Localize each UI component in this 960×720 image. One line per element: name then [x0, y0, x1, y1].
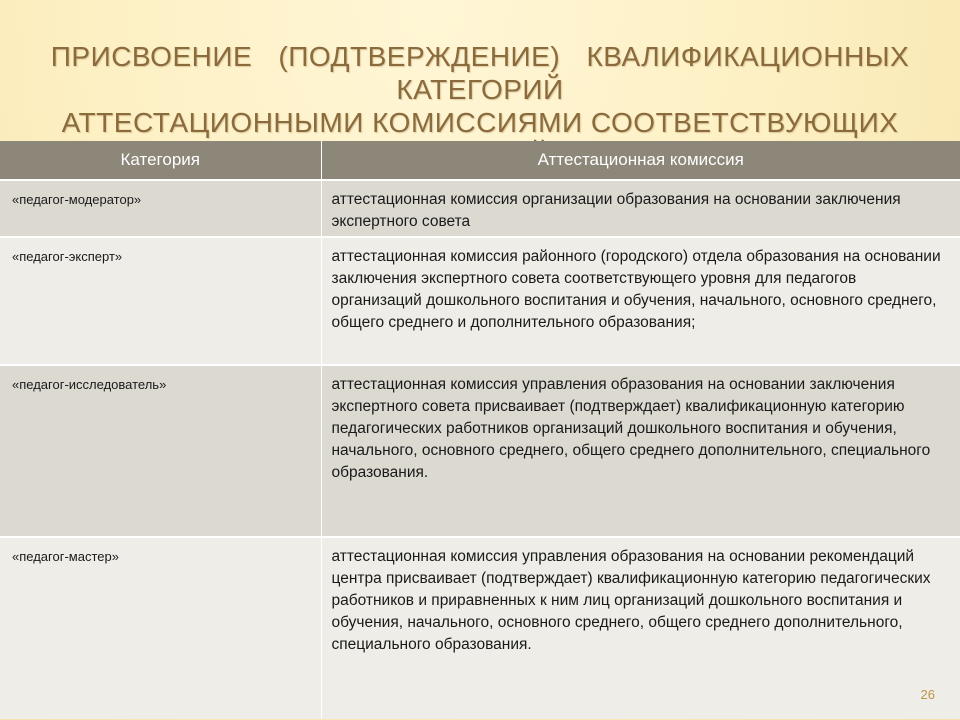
commission-cell: аттестационная комиссия районного (городского) отдела образования на основании заключения экспертного совета соответствующего уровня для педагогов организаций дошкольного воспитания и обучения, начального, основного среднего, общего среднего и дополнительного образования;: [321, 237, 960, 365]
table-row: [0, 365, 960, 537]
table-row: [0, 537, 960, 719]
category-cell: «педагог-мастер»: [0, 537, 321, 719]
commission-cell: аттестационная комиссия управления образования на основании рекомендаций центра присваивает (подтверждает) квалификационную категорию педагогических работников и приравненных к ним лиц организаций дошкольного воспитания и обучения, начального, основного среднего, общего среднего дополнительного, специального образования.: [321, 537, 960, 719]
category-cell: «педагог-модератор»: [0, 180, 321, 237]
page-number: 26: [920, 687, 935, 702]
header-commission: Аттестационная комиссия: [321, 141, 960, 180]
commission-cell: аттестационная комиссия управления образования на основании заключения экспертного совета присваивает (подтверждает) квалификационную категорию педагогических работников организаций дошкольного воспитания и обучения, начального, основного среднего, общего среднего дополнительного, специального образования.: [321, 365, 960, 537]
commission-cell: аттестационная комиссия организации образования на основании заключения экспертного совета: [321, 180, 960, 237]
categories-table: [0, 141, 960, 719]
category-cell: «педагог-исследователь»: [0, 365, 321, 537]
table-header-row: [0, 141, 960, 180]
slide-title-line-2: АТТЕСТАЦИОННЫМИ КОМИССИЯМИ СООТВЕТСТВУЮЩИХ: [61, 107, 899, 138]
category-cell: «педагог-эксперт»: [0, 237, 321, 365]
slide-title-line-1: ПРИСВОЕНИЕ (ПОДТВЕРЖДЕНИЕ) КВАЛИФИКАЦИОННЫХ КАТЕГОРИЙ: [50, 41, 910, 105]
table-row: [0, 180, 960, 237]
table-row: [0, 237, 960, 365]
header-category: Категория: [0, 141, 321, 180]
